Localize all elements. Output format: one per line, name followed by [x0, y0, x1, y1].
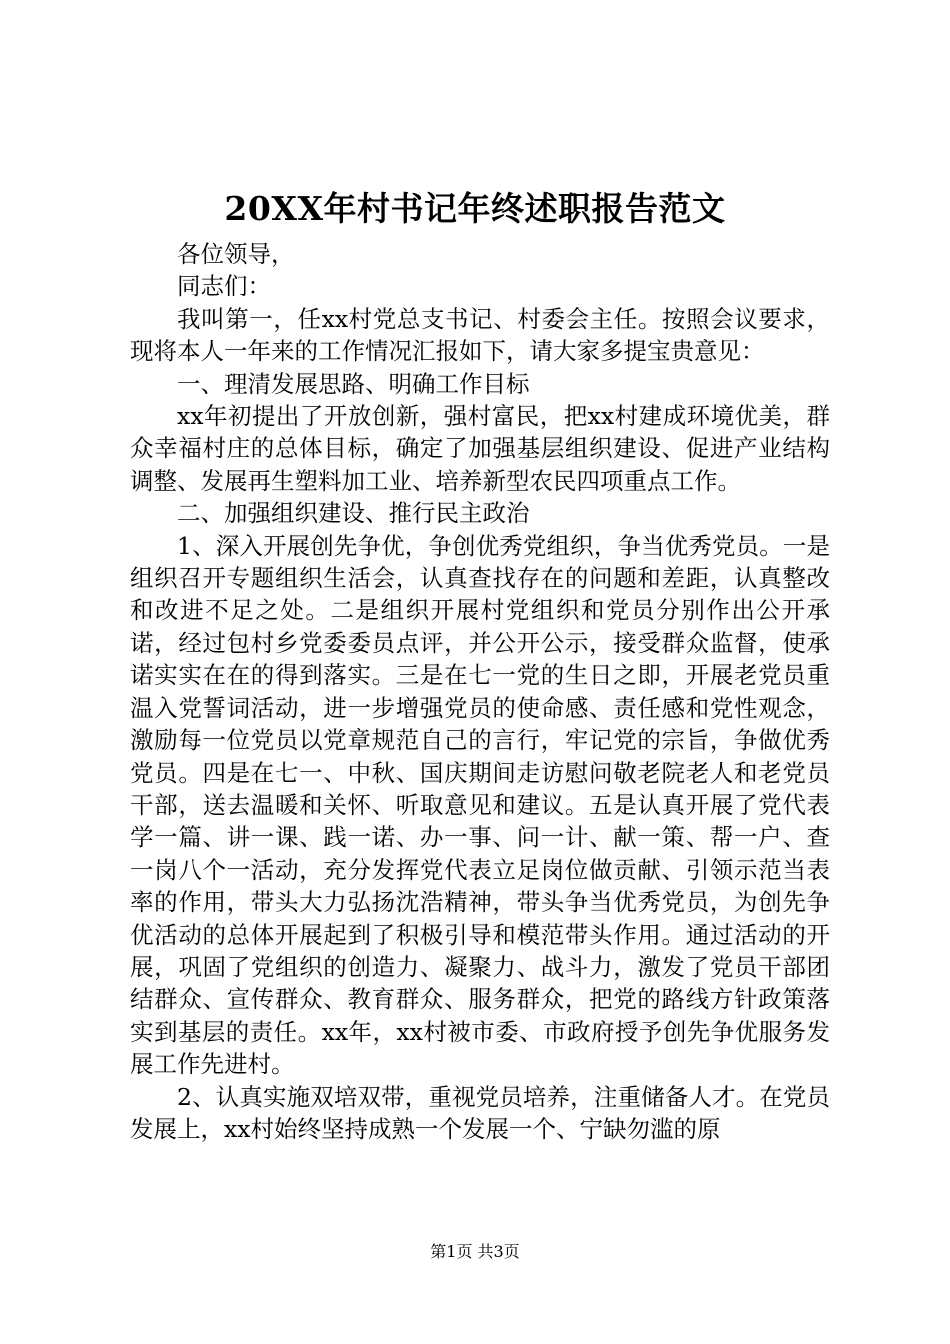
page-footer: 第1页 共3页: [430, 1242, 520, 1261]
section-2-item-1: 1、深入开展创先争优，争创优秀党组织，争当优秀党员。一是组织召开专题组织生活会，认真查找存在的问题和差距，认真整改和改进不足之处。二是组织开展村党组织和党员分别作出公开承诺，经过包村乡党委委员点评，并公开公示，接受群众监督，使承诺实实在在的得到落实。三是在七一党的生日之即，开展老党员重温入党誓词活动，进一步增强党员的使命感、责任感和党性观念，激励每一位党员以党章规范自己的言行，牢记党的宗旨，争做优秀党员。四是在七一、中秋、国庆期间走访慰问敬老院老人和老党员干部，送去温暖和关怀、听取意见和建议。五是认真开展了党代表学一篇、讲一课、践一诺、办一事、问一计、献一策、帮一户、查一岗八个一活动，充分发挥党代表立足岗位做贡献、引领示范当表率的作用，带头大力弘扬沈浩精神，带头争当优秀党员，为创先争优活动的总体开展起到了积极引导和模范带头作用。通过活动的开展，巩固了党组织的创造力、凝聚力、战斗力，激发了党员干部团结群众、宣传群众、教育群众、服务群众，把党的路线方针政策落实到基层的责任。xx年，xx村被市委、市政府授予创先争优服务发展工作先进村。: [130, 531, 830, 1079]
section-2-item-2: 2、认真实施双培双带，重视党员培养，注重储备人才。在党员发展上，xx村始终坚持成熟一个发展一个、宁缺勿滥的原: [130, 1082, 830, 1143]
section-heading-1: 一、理清发展思路、明确工作目标: [177, 369, 530, 398]
document-body: [130, 238, 830, 1145]
salutation-comrades: 同志们：: [177, 272, 271, 301]
intro-paragraph: 我叫第一，任xx村党总支书记、村委会主任。按照会议要求，现将本人一年来的工作情况汇报如下，请大家多提宝贵意见：: [130, 304, 830, 366]
salutation-leaders: 各位领导，: [177, 240, 295, 268]
document-title: 20XX年村书记年终述职报告范文: [224, 189, 726, 228]
section-1-paragraph: xx年初提出了开放创新，强村富民，把xx村建成环境优美，群众幸福村庄的总体目标，确定了加强基层组织建设、促进产业结构调整、发展再生塑料加工业、培养新型农民四项重点工作。: [130, 402, 830, 495]
section-heading-2: 二、加强组织建设、推行民主政治: [177, 499, 530, 528]
